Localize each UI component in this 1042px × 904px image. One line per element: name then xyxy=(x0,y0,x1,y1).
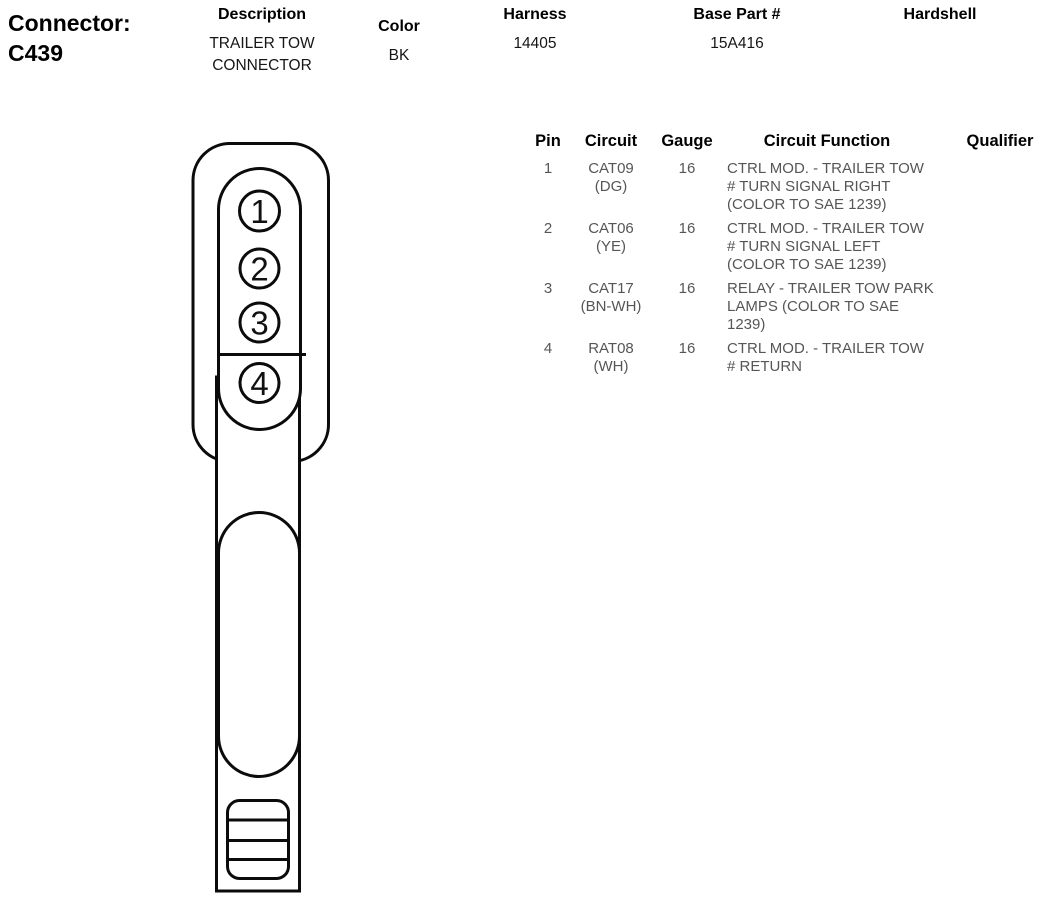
field-description-label: Description xyxy=(217,6,306,23)
circuit-color: (BN-WH) xyxy=(580,298,642,315)
field-color-label: Color xyxy=(378,18,420,35)
field-base-part-label: Base Part # xyxy=(693,6,781,23)
function-line: CTRL MOD. - TRAILER TOW xyxy=(727,220,924,237)
pin-4-label: 4 xyxy=(250,365,269,402)
col-header-pin: Pin xyxy=(535,132,561,150)
cell-function xyxy=(718,220,958,274)
cell-gauge: 16 xyxy=(678,220,696,237)
cell-pin: 4 xyxy=(543,340,553,357)
field-hardshell-label: Hardshell xyxy=(903,6,977,23)
function-line: (COLOR TO SAE 1239) xyxy=(727,196,887,213)
col-header-qualifier: Qualifier xyxy=(966,132,1034,150)
col-header-circuit: Circuit xyxy=(584,132,638,150)
cell-circuit xyxy=(566,160,656,214)
pinout-table xyxy=(530,132,1042,382)
circuit-code: RAT08 xyxy=(588,340,634,357)
col-header-gauge: Gauge xyxy=(661,132,713,150)
cell-pin: 1 xyxy=(543,160,553,177)
function-line: CTRL MOD. - TRAILER TOW xyxy=(727,160,924,177)
pin-3-label: 3 xyxy=(250,304,269,342)
circuit-code: CAT09 xyxy=(588,160,634,177)
cell-function xyxy=(718,160,958,214)
function-line: RELAY - TRAILER TOW PARK xyxy=(727,280,934,297)
table-row xyxy=(530,160,1042,214)
circuit-code: CAT17 xyxy=(588,280,634,297)
pin-1-label: 1 xyxy=(250,193,269,230)
function-line: CTRL MOD. - TRAILER TOW xyxy=(727,340,924,357)
cell-pin: 2 xyxy=(543,220,553,237)
function-line: # TURN SIGNAL LEFT xyxy=(727,238,881,255)
cell-qualifier xyxy=(958,340,1042,376)
col-header-function: Circuit Function xyxy=(763,132,891,150)
cell-gauge: 16 xyxy=(678,340,696,357)
table-row xyxy=(530,340,1042,376)
connector-id: C439 xyxy=(8,40,63,66)
function-line: (COLOR TO SAE 1239) xyxy=(727,256,887,273)
pin-2-label: 2 xyxy=(250,250,269,288)
circuit-color: (DG) xyxy=(594,178,628,195)
circuit-code: CAT06 xyxy=(588,220,634,237)
field-description-value: TRAILER TOW CONNECTOR xyxy=(209,35,315,74)
connector-label: Connector: xyxy=(8,10,131,36)
circuit-color: (YE) xyxy=(596,238,626,255)
table-row xyxy=(530,220,1042,274)
cell-circuit xyxy=(566,280,656,334)
cell-function xyxy=(718,340,958,376)
field-harness-value: 14405 xyxy=(513,35,557,52)
cell-circuit xyxy=(566,340,656,376)
cell-gauge: 16 xyxy=(678,160,696,177)
function-line: 1239) xyxy=(727,316,766,333)
circuit-color: (WH) xyxy=(593,358,629,375)
cell-circuit xyxy=(566,220,656,274)
field-harness-label: Harness xyxy=(503,6,567,23)
cell-qualifier xyxy=(958,220,1042,274)
cell-gauge: 16 xyxy=(678,280,696,297)
field-color-value: BK xyxy=(388,47,410,64)
field-base-part-value: 15A416 xyxy=(710,35,764,52)
cell-pin: 3 xyxy=(543,280,553,297)
cell-qualifier xyxy=(958,280,1042,334)
function-line: # TURN SIGNAL RIGHT xyxy=(727,178,891,195)
cell-qualifier xyxy=(958,160,1042,214)
function-line: # RETURN xyxy=(727,358,803,375)
pinout-table-header xyxy=(530,132,1042,150)
cell-function xyxy=(718,280,958,334)
table-row xyxy=(530,280,1042,334)
function-line: LAMPS (COLOR TO SAE xyxy=(727,298,899,315)
